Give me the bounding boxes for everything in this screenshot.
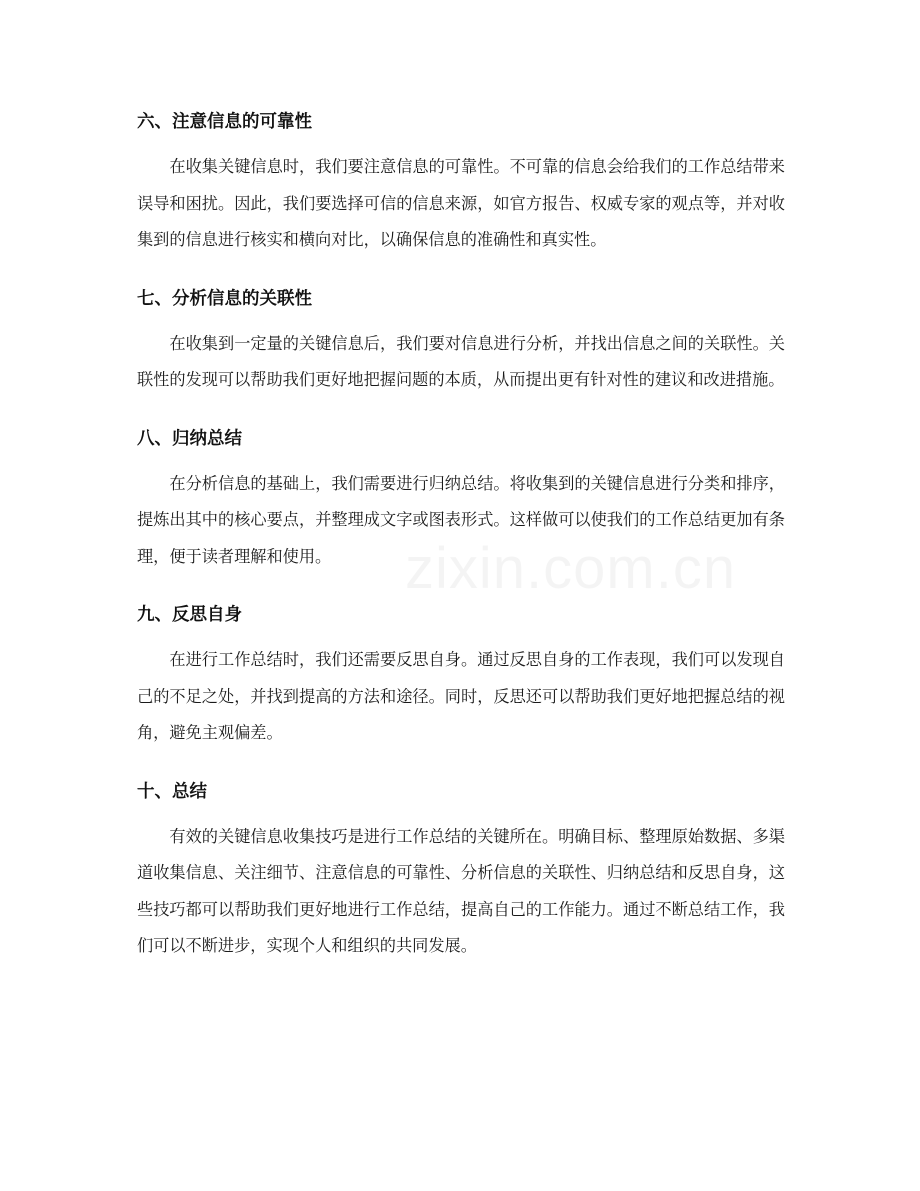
section-reflection [137, 596, 785, 752]
section-relevance [137, 280, 785, 399]
section-paragraph: 在收集关键信息时，我们要注意信息的可靠性。不可靠的信息会给我们的工作总结带来误导和困扰。因此，我们要选择可信的信息来源，如官方报告、权威专家的观点等，并对收集到的信息进行核实和横向对比，以确保信息的准确性和真实性。 [137, 157, 785, 249]
section-heading: 九、反思自身 [137, 605, 242, 625]
section-paragraph: 在进行工作总结时，我们还需要反思自身。通过反思自身的工作表现，我们可以发现自己的不足之处，并找到提高的方法和途径。同时，反思还可以帮助我们更好地把握总结的视角，避免主观偏差。 [137, 650, 785, 742]
section-heading: 十、总结 [137, 781, 207, 802]
section-reliability [137, 103, 785, 259]
section-summarize [137, 420, 785, 576]
section-heading: 七、分析信息的关联性 [137, 288, 312, 309]
section-conclusion [137, 773, 785, 965]
section-paragraph: 在分析信息的基础上，我们需要进行归纳总结。将收集到的关键信息进行分类和排序，提炼出其中的核心要点，并整理成文字或图表形式。这样做可以使我们的工作总结更加有条理，便于读者理解和使用。 [137, 473, 785, 566]
section-paragraph: 在收集到一定量的关键信息后，我们要对信息进行分析，并找出信息之间的关联性。关联性的发现可以帮助我们更好地把握问题的本质，从而提出更有针对性的建议和改进措施。 [137, 333, 785, 389]
section-heading: 六、注意信息的可靠性 [137, 112, 312, 132]
section-heading: 八、归纳总结 [137, 428, 242, 449]
document-body [137, 103, 785, 986]
section-paragraph: 有效的关键信息收集技巧是进行工作总结的关键所在。明确目标、整理原始数据、多渠道收集信息、关注细节、注意信息的可靠性、分析信息的关联性、归纳总结和反思自身，这些技巧都可以帮助我们更好地进行工作总结，提高自己的工作能力。通过不断总结工作，我们可以不断进步，实现个人和组织的共同发展。 [137, 826, 785, 955]
